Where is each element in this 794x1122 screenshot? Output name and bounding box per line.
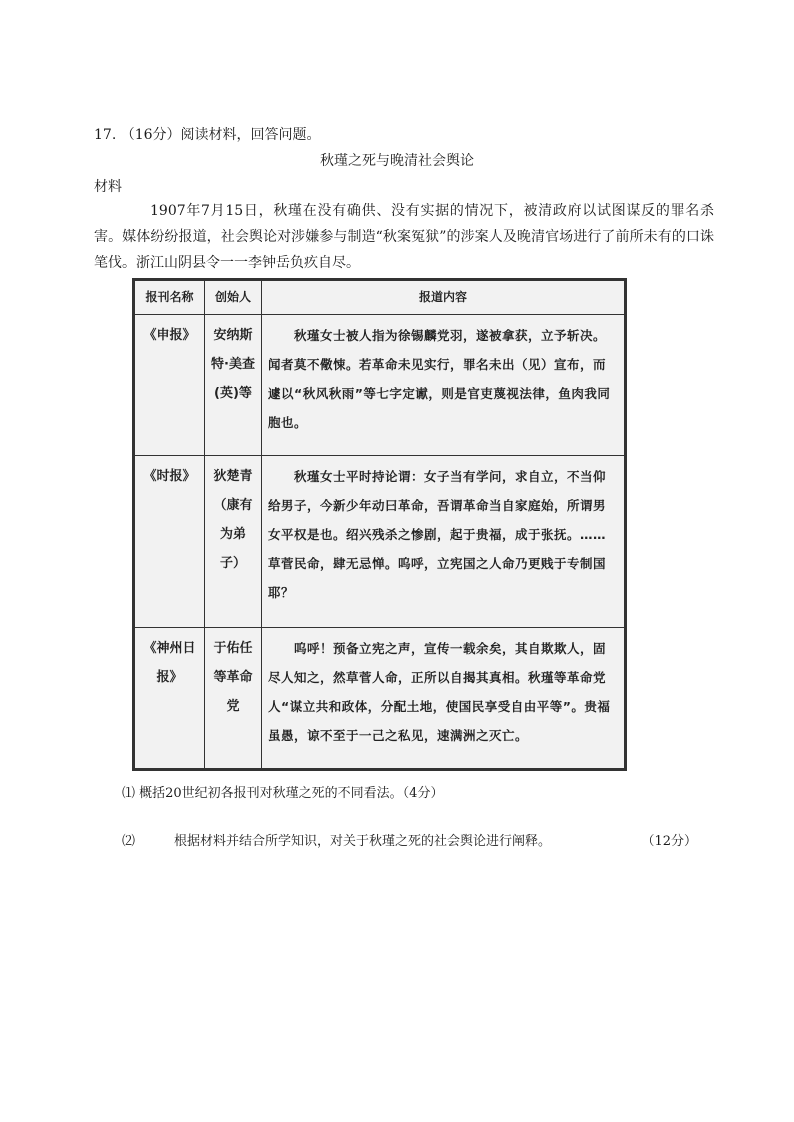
material-title: 秋瑾之死与晚清社会舆论 bbox=[320, 153, 474, 169]
report-content: 秋瑾女士被人指为徐锡麟党羽，遂被拿获，立予斩决。闻者莫不儆悚。若革命未见实行，罪名未出（见）宣布，而遽以“秋风秋雨”等七字定谳，则是官吏蔑视法律，鱼肉我同胞也。 bbox=[262, 315, 625, 456]
material-paragraph: 1907年7月15日，秋瑾在没有确供、没有实据的情况下，被清政府以试图谋反的罪名杀害。媒体纷纷报道，社会舆论对涉嫌参与制造“秋案冤狱”的涉案人及晚清官场进行了前所未有的口诛笔伐。浙江山阴县令一一李钟岳负疚自尽。 bbox=[94, 203, 714, 271]
founder: 于佑任等革命党 bbox=[205, 628, 262, 769]
table-row bbox=[135, 315, 625, 456]
report-content: 呜呼！预备立宪之声，宣传一载余矣，其自欺欺人，固尽人知之，然草菅人命，正所以自揭其真相。秋瑾等革命党人“谋立共和政体，分配土地，使国民享受自由平等”。贵福虽愚，谅不至于一己之私见，速满洲之灭亡。 bbox=[262, 628, 625, 769]
table-row bbox=[135, 455, 625, 627]
newspaper-table-image bbox=[132, 278, 627, 771]
newspaper-name: 《申报》 bbox=[135, 315, 205, 456]
header-founder: 创始人 bbox=[205, 281, 262, 315]
material-label: 材料 bbox=[94, 179, 122, 195]
table-header-row bbox=[135, 281, 625, 315]
newspaper-name: 《时报》 bbox=[135, 455, 205, 627]
sub-question-2-score: （12分） bbox=[641, 834, 697, 849]
sub-question-2-number: ⑵ bbox=[122, 834, 136, 849]
founder: 狄楚青（康有为弟子） bbox=[205, 455, 262, 627]
report-content: 秋瑾女士平时持论谓：女子当有学问，求自立，不当仰给男子，今新少年动曰革命，吾谓革命当自家庭始，所谓男女平权是也。绍兴残杀之惨剧，起于贵福，成于张抚。……草菅民命，肆无忌惮。呜呼，立宪国之人命乃更贱于专制国耶？ bbox=[262, 455, 625, 627]
sub-question-1: ⑴ 概括20世纪初各报刊对秋瑾之死的不同看法。（4分） bbox=[122, 786, 444, 801]
newspaper-name: 《神州日报》 bbox=[135, 628, 205, 769]
table-row bbox=[135, 628, 625, 769]
sub-question-2-text: 根据材料并结合所学知识，对关于秋瑾之死的社会舆论进行阐释。 bbox=[174, 834, 552, 849]
newspaper-table bbox=[134, 280, 625, 769]
header-newspaper-name: 报刊名称 bbox=[135, 281, 205, 315]
sub-question-2 bbox=[122, 830, 697, 849]
header-report-content: 报道内容 bbox=[262, 281, 625, 315]
founder: 安纳斯特·美查(英)等 bbox=[205, 315, 262, 456]
question-header: 17. （16分）阅读材料，回答问题。 bbox=[94, 127, 321, 143]
